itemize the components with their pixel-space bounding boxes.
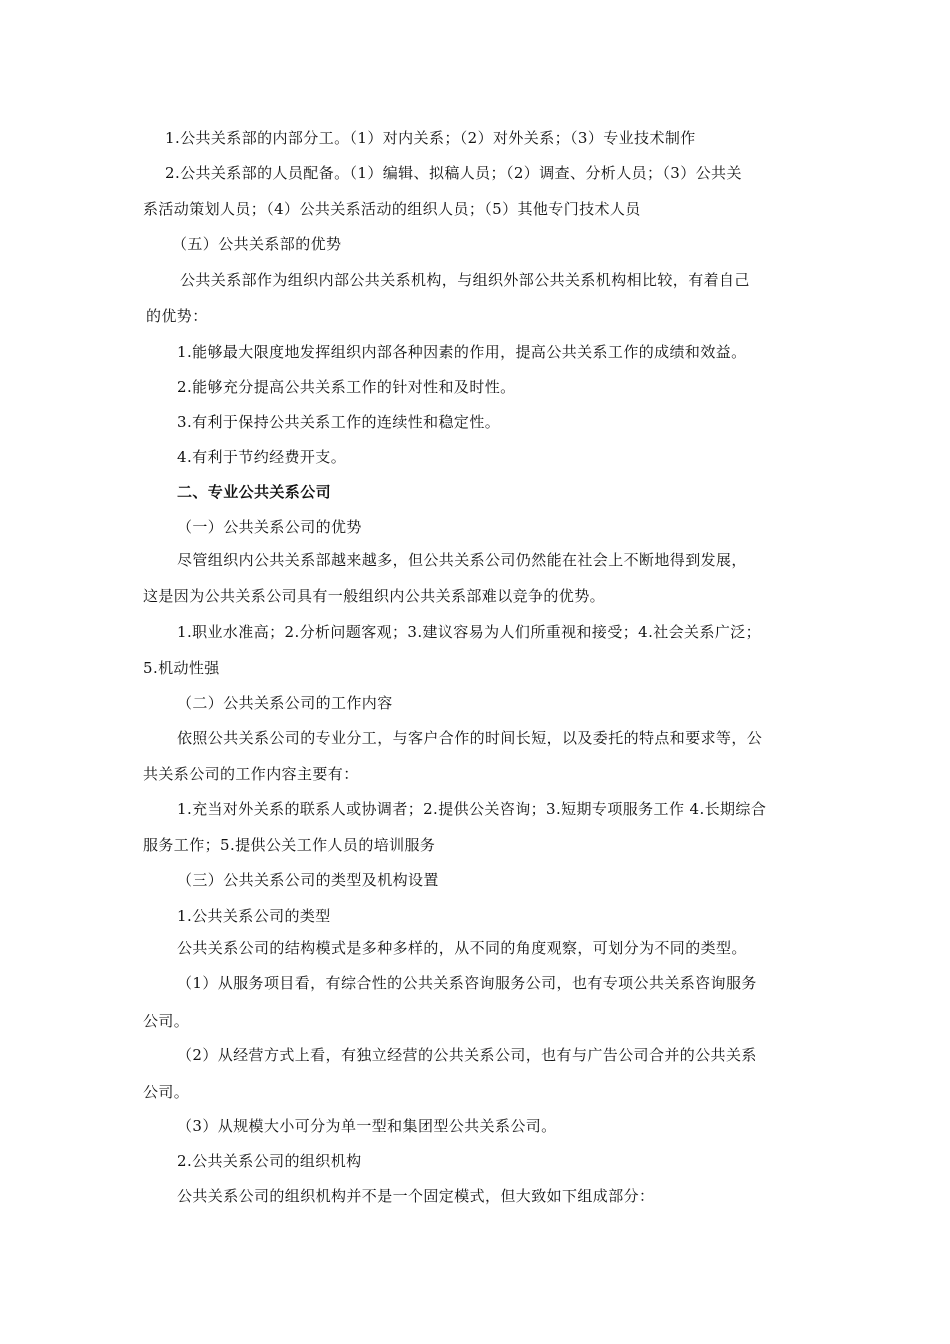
- text-line: （1）从服务项目看，有综合性的公共关系咨询服务公司，也有专项公共关系咨询服务: [177, 974, 757, 992]
- section-heading: （五）公共关系部的优势: [172, 235, 342, 253]
- text-line: 共关系公司的工作内容主要有：: [143, 765, 359, 783]
- text-line: 4.有利于节约经费开支。: [177, 448, 347, 466]
- subsection-heading: 2.公共关系公司的组织机构: [177, 1152, 362, 1170]
- text-line: 公共关系部作为组织内部公共关系机构，与组织外部公共关系机构相比较，有着自己: [180, 271, 750, 289]
- section-heading: （三）公共关系公司的类型及机构设置: [177, 871, 439, 889]
- section-heading: （二）公共关系公司的工作内容: [177, 694, 393, 712]
- text-line: （2）从经营方式上看，有独立经营的公共关系公司，也有与广告公司合并的公共关系: [177, 1046, 757, 1064]
- text-line: 公司。: [143, 1083, 190, 1101]
- text-line: 2.能够充分提高公共关系工作的针对性和及时性。: [177, 378, 516, 396]
- text-line: 尽管组织内公共关系部越来越多，但公共关系公司仍然能在社会上不断地得到发展，: [177, 551, 747, 569]
- text-line: 1.职业水准高；2.分析问题客观；3.建议容易为人们所重视和接受；4.社会关系广泛；: [177, 623, 762, 641]
- section-heading: （一）公共关系公司的优势: [177, 518, 362, 536]
- text-line: 1.充当对外关系的联系人或协调者；2.提供公关咨询；3.短期专项服务工作 4.长期综合: [177, 800, 767, 818]
- text-line: （3）从规模大小可分为单一型和集团型公共关系公司。: [177, 1117, 557, 1135]
- text-line: 的优势：: [146, 307, 208, 325]
- chapter-heading: 二、专业公共关系公司: [177, 483, 332, 501]
- text-line: 公共关系公司的组织机构并不是一个固定模式，但大致如下组成部分：: [177, 1187, 655, 1205]
- text-line: 公共关系公司的结构模式是多种多样的，从不同的角度观察，可划分为不同的类型。: [177, 939, 747, 957]
- text-line: 公司。: [143, 1012, 190, 1030]
- subsection-heading: 1.公共关系公司的类型: [177, 907, 331, 925]
- text-line: 1.公共关系部的内部分工。（1）对内关系；（2）对外关系；（3）专业技术制作: [165, 129, 696, 147]
- text-line: 依照公共关系公司的专业分工，与客户合作的时间长短，以及委托的特点和要求等，公: [177, 729, 763, 747]
- text-line: 服务工作；5.提供公关工作人员的培训服务: [143, 836, 436, 854]
- text-line: 这是因为公共关系公司具有一般组织内公共关系部难以竞争的优势。: [143, 587, 606, 605]
- text-line: 5.机动性强: [143, 659, 220, 677]
- text-line: 2.公共关系部的人员配备。（1）编辑、拟稿人员；（2）调查、分析人员；（3）公共关: [165, 164, 742, 182]
- text-line: 系活动策划人员；（4）公共关系活动的组织人员；（5）其他专门技术人员: [143, 200, 641, 218]
- text-line: 3.有利于保持公共关系工作的连续性和稳定性。: [177, 413, 501, 431]
- text-line: 1.能够最大限度地发挥组织内部各种因素的作用，提高公共关系工作的成绩和效益。: [177, 343, 747, 361]
